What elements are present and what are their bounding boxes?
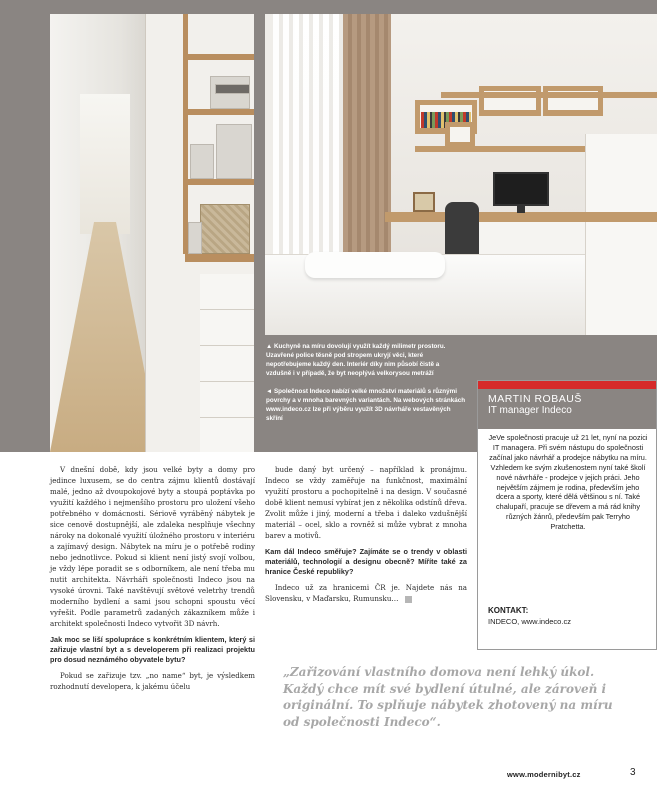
author-header [478,389,656,429]
drawer [200,310,254,346]
storage-box [216,124,252,179]
bedroom-photo [265,14,657,335]
article-paragraph-text: Indeco už za hranicemi ČR je. Najdete nás na Slovensku, v Maďarsku, Rumunsku… [265,583,467,603]
author-box [477,380,657,650]
contact-value: INDECO, www.indeco.cz [488,617,571,626]
photo-captions [266,342,466,432]
author-role: IT manager Indeco [488,405,572,416]
wicker-basket [200,204,250,254]
wall-shelf-box [445,122,475,148]
drawer [200,346,254,382]
shelf-base [185,254,254,262]
desk-top [385,212,657,222]
caption-kitchen: ▲ Kuchyně na míru dovolují využít každý milimetr prostoru. Uzavřené police těsně pod stropem ukryjí věci, které nepotřebujeme každý den. Interiér díky nim působí čistě a vzdušně i v případě, že byt neoplývá velkorysou metráží [266,343,446,377]
office-chair [445,202,479,262]
author-red-bar [478,381,656,389]
article-column-1 [50,464,255,698]
monitor-stand [517,206,525,213]
pillow [305,252,445,278]
article-paragraph: V dnešní době, kdy jsou velké byty a domy pro jedince luxusem, se do centra zájmu klientů dostávají malé, jedno až dvoupokojové byty a stoupá poptávka po využití každého i nejmenšího prostoru pro uložení všeho potřebného v domácnosti. Sériově vyráběný nábytek je sice cenově dostupnější, ale zdaleka nesplňuje všechny nároky na dokonalé využití úložného prostoru v interiéru a zajímavý design. Nábytek na míru je o potřebě rodiny nebo jednotlivce. Pokud si klient není jistý svojí volbou, je vždy lépe poradit se s odborníkem, ale není třeba mu nutit architekta. Návrháři společnosti Indeco jsou na vysoké úrovni. Také navštěvují světové veletrhy trendů moderního bydlení a sami jsou schopni spoustu věcí vyřešit. Podle parametrů zadaných zákazníkem může i architekt společnosti Indeco vytvořit 3D návrh. [50,465,255,628]
storage-box [190,144,214,179]
picture-frame [413,192,435,212]
author-bio: JeVe společnosti pracuje už 21 let, nyní na pozici IT managera. Při svém nástupu do společnosti začínal jako návrhář a prodejce nábytku na míru. Vzhledem ke svým zkušenostem nyní také školí nové návrháře - prodejce v jejich práci. Jeho největším zájmem je rodina, především jeho dcera a sporty, které dělá většinou s ní. Také chalupaří, pracuje se dřevem a má rád knihy různých žánrů, především pak Terryho Pratchetta. [488,433,648,532]
article-paragraph: bude daný byt určený – například k pronájmu. Indeco se vždy zaměřuje na funkčnost, maximální využití prostoru a pochopitelně i na design. V současné době klient nemusí vybírat jen z několika odstínů dřeva. Zvolit může i jiný, moderní a třeba i daleko vzdušnější materiál – ocel, sklo a rovněž si může vybrat z mnoha barev a motivů. [265,465,467,540]
wall-shelf-box [479,86,541,116]
drawer [200,274,254,310]
computer-monitor [493,172,549,206]
interview-question: Kam dál Indeco směřuje? Zajímáte se o trendy v oblasti materiálů, technologií a designu obecně? Míříte také za hranice České republiky? [265,547,467,576]
hallway-storage-photo [50,14,254,452]
shelf-board [185,54,254,60]
wall-shelf-box [543,86,603,116]
end-square-icon [405,596,412,603]
drawer [200,418,254,452]
storage-box [215,84,250,94]
wardrobe [585,134,657,335]
page-number: 3 [630,767,636,778]
wall-shelf [441,92,657,98]
sheer-curtain [273,14,343,284]
drawer [200,382,254,418]
interview-question: Jak moc se liší spolupráce s konkrétním klientem, který si zařizuje vlastní byt a s developerem při realizaci projektu pro dosud neznámého obyvatele bytu? [50,635,255,664]
shelf-board [185,109,254,115]
caption-materials: ◄ Společnost Indeco nabízí velké množství materiálů s různými povrchy a v mnoha barevných variantách. Na webových stránkách www.indeco.cz lze při výběru využít 3D návrháře vestavěných skříní [266,388,466,422]
article-column-2 [265,464,467,610]
article-paragraph [265,582,467,604]
author-name: MARTIN ROBAUŠ [488,393,582,405]
article-paragraph: Pokud se zařizuje tzv. „no name“ byt, je výsledkem rozhodnutí developera, k jakému účelu [50,671,255,691]
footer-website: www.modernibyt.cz [507,770,581,779]
corridor-depth [80,94,130,234]
shelf-board [185,179,254,185]
shelf-side-panel [183,14,188,254]
drape-curtain [343,14,391,289]
contact-label: KONTAKT: [488,606,529,615]
storage-box [188,222,202,254]
pull-quote: „Zařizování vlastního domova není lehký úkol. Každý chce mít své bydlení útulné, ale zároveň i originální. To splňuje nábytek zhotovený na míru od společnosti Indeco“. [283,665,613,729]
